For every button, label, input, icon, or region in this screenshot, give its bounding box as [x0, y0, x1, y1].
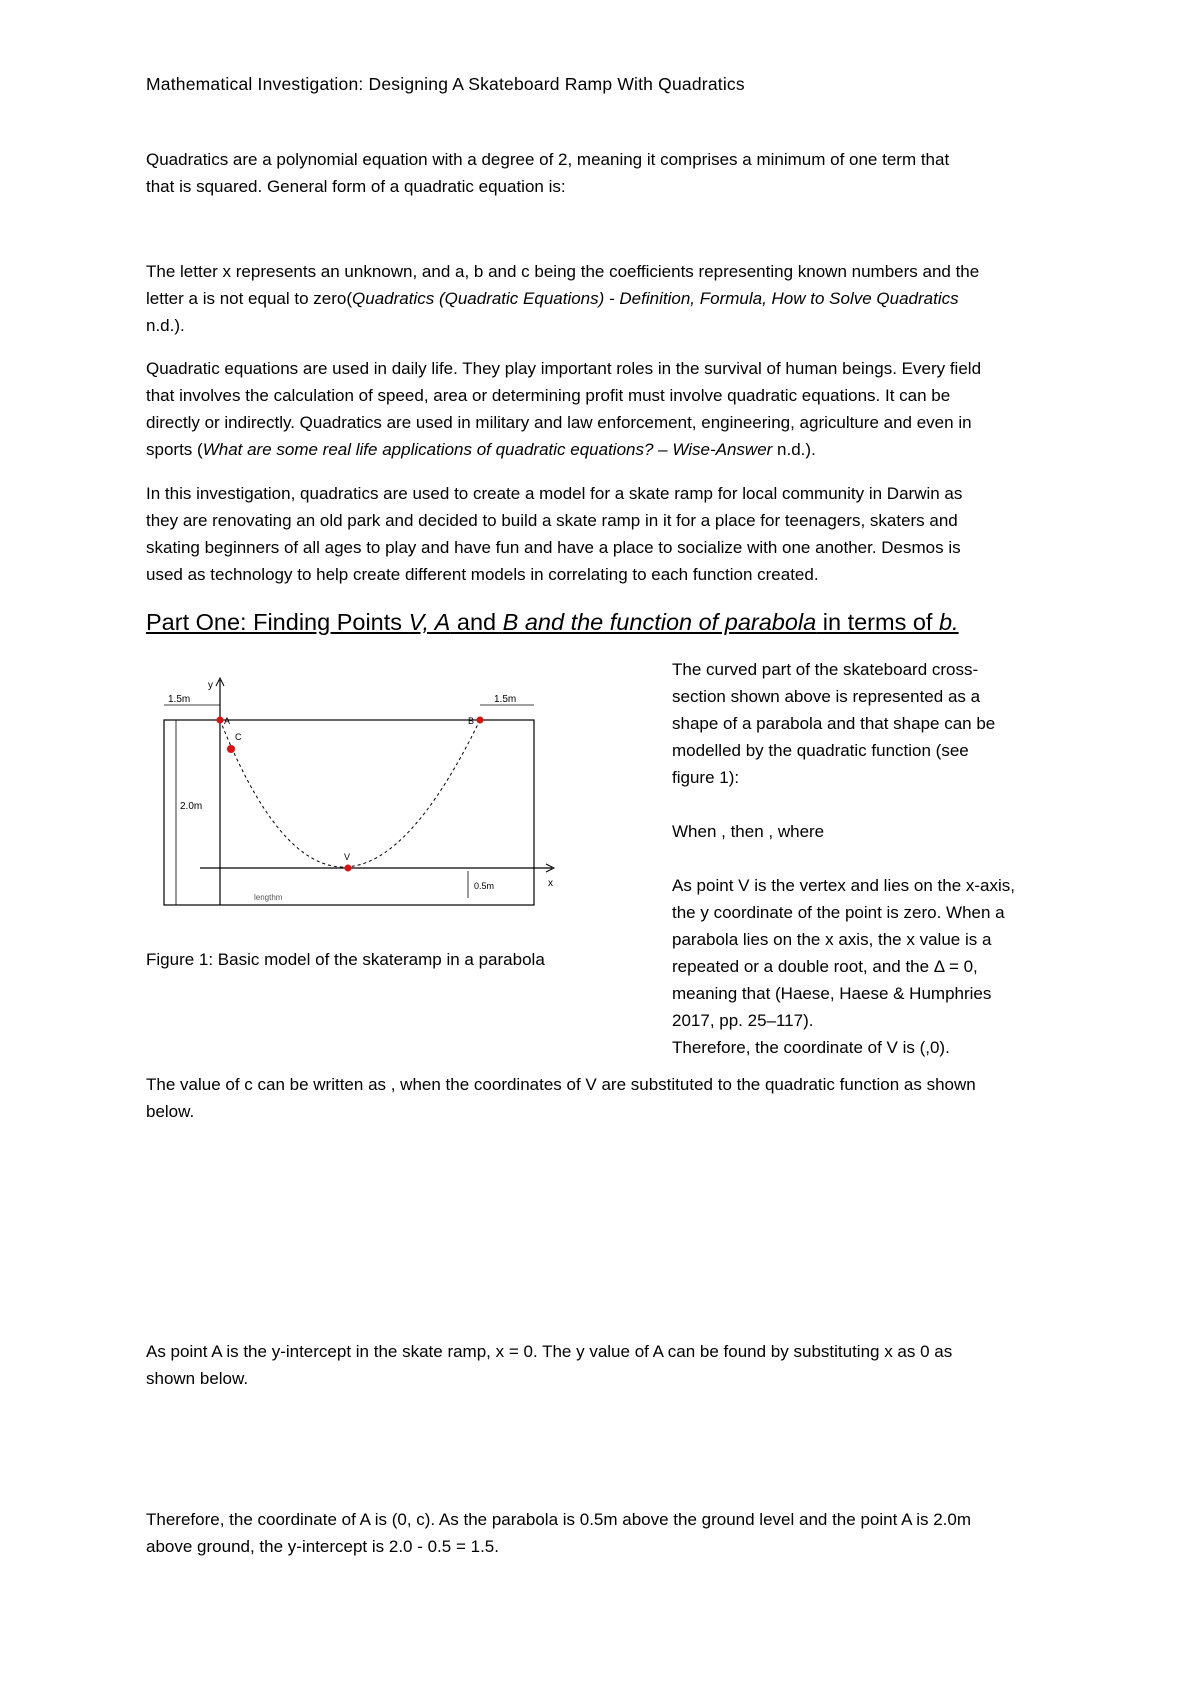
therefore-line-2: above ground, the y-intercept is 2.0 - 0.5 = 1.5.: [146, 1537, 499, 1556]
right-col-line: the y coordinate of the point is zero. When a: [672, 903, 1005, 922]
right-col-line: parabola lies on the x axis, the x value is a: [672, 930, 992, 949]
investigation-para-line-2: they are renovating an old park and decided to build a skate ramp in it for a place for teenagers, skaters and: [146, 511, 958, 530]
right-col-line: section shown above is represented as a: [672, 687, 981, 706]
daily-para-citation: What are some real life applications of quadratic equations? – Wise-Answer: [202, 440, 773, 459]
right-col-line: The curved part of the skateboard cross-: [672, 660, 979, 679]
right-col-line: 2017, pp. 25–117).: [672, 1011, 814, 1030]
point-c-label: C: [235, 732, 242, 742]
right-col-line: shape of a parabola and that shape can be: [672, 714, 996, 733]
right-column-text: [672, 656, 1072, 1061]
intro-line-2: that is squared. General form of a quadratic equation is:: [146, 177, 566, 196]
point-v-marker: [345, 865, 352, 872]
daily-para-line-1: Quadratic equations are used in daily life. They play important roles in the survival of human beings. Every field: [146, 359, 982, 378]
heading-part: in terms of: [816, 609, 939, 635]
right-col-line: figure 1):: [672, 768, 740, 787]
heading-part: b.: [938, 609, 959, 635]
heading-part: Part One: Finding Points: [146, 609, 409, 635]
heading-part: V, A: [408, 609, 451, 635]
right-col-line: repeated or a double root, and the Δ = 0,: [672, 957, 978, 976]
heading-part: and: [450, 609, 503, 635]
right-width-label: 1.5m: [494, 694, 517, 705]
right-col-line: modelled by the quadratic function (see: [672, 741, 969, 760]
daily-para-line-4: [146, 436, 816, 463]
point-v-label: V: [344, 852, 351, 862]
point-c-marker: [227, 745, 235, 753]
letter-para-text: letter a is not equal to zero(: [146, 289, 353, 308]
daily-para-text-end: n.d.).: [772, 440, 816, 459]
offset-label: 0.5m: [474, 881, 495, 891]
right-col-line: When , then , where: [672, 822, 825, 841]
parabola-curve: [220, 720, 480, 867]
investigation-para-line-3: skating beginners of all ages to play and have fun and have a place to socialize with one another. Desmos is: [146, 538, 961, 557]
skateramp-figure: [150, 672, 570, 912]
right-col-line: Therefore, the coordinate of V is (,0).: [672, 1038, 950, 1057]
part-one-heading: [146, 606, 959, 638]
document-title: Mathematical Investigation: Designing A Skateboard Ramp With Quadratics: [146, 74, 745, 94]
x-axis-label: x: [548, 878, 553, 889]
intro-line-1: Quadratics are a polynomial equation with a degree of 2, meaning it comprises a minimum of one term that: [146, 150, 950, 169]
span-label: lengthm: [254, 893, 283, 902]
therefore-line-1: Therefore, the coordinate of A is (0, c). As the parabola is 0.5m above the ground level and the point A is 2.0m: [146, 1510, 972, 1529]
letter-para-citation: Quadratics (Quadratic Equations) - Definition, Formula, How to Solve Quadratics: [352, 289, 959, 308]
left-width-label: 1.5m: [168, 694, 191, 705]
point-a-para-line-1: As point A is the y-intercept in the skate ramp, x = 0. The y value of A can be found by substituting x as 0 as: [146, 1342, 953, 1361]
value-c-line-2: below.: [146, 1102, 195, 1121]
heading-part: B and the function of parabola: [502, 609, 817, 635]
letter-para-line-1: The letter x represents an unknown, and a, b and c being the coefficients representing known numbers and the: [146, 262, 980, 281]
daily-para-line-2: that involves the calculation of speed, area or determining profit must involve quadratic equations. It can be: [146, 386, 951, 405]
daily-para-line-3: directly or indirectly. Quadratics are used in military and law enforcement, engineering, agriculture and even in: [146, 413, 972, 432]
investigation-para-line-1: In this investigation, quadratics are used to create a model for a skate ramp for local community in Darwin as: [146, 484, 963, 503]
investigation-para-line-4: used as technology to help create different models in correlating to each function created.: [146, 565, 819, 584]
letter-para-line-2: [146, 285, 959, 312]
height-label: 2.0m: [180, 801, 203, 812]
right-col-line: meaning that (Haese, Haese & Humphries: [672, 984, 992, 1003]
point-a-para-line-2: shown below.: [146, 1369, 249, 1388]
point-b-label: B: [468, 716, 475, 726]
figure-caption: Figure 1: Basic model of the skateramp in a parabola: [146, 950, 545, 969]
point-a-label: A: [224, 716, 231, 726]
point-b-marker: [477, 717, 484, 724]
y-axis-label: y: [208, 680, 213, 691]
value-c-line-1: The value of c can be written as , when the coordinates of V are substituted to the quadratic function as shown: [146, 1075, 976, 1094]
right-col-line: As point V is the vertex and lies on the x-axis,: [672, 876, 1016, 895]
daily-para-text: sports (: [146, 440, 203, 459]
letter-para-line-3: n.d.).: [146, 316, 185, 335]
point-a-marker: [217, 717, 224, 724]
